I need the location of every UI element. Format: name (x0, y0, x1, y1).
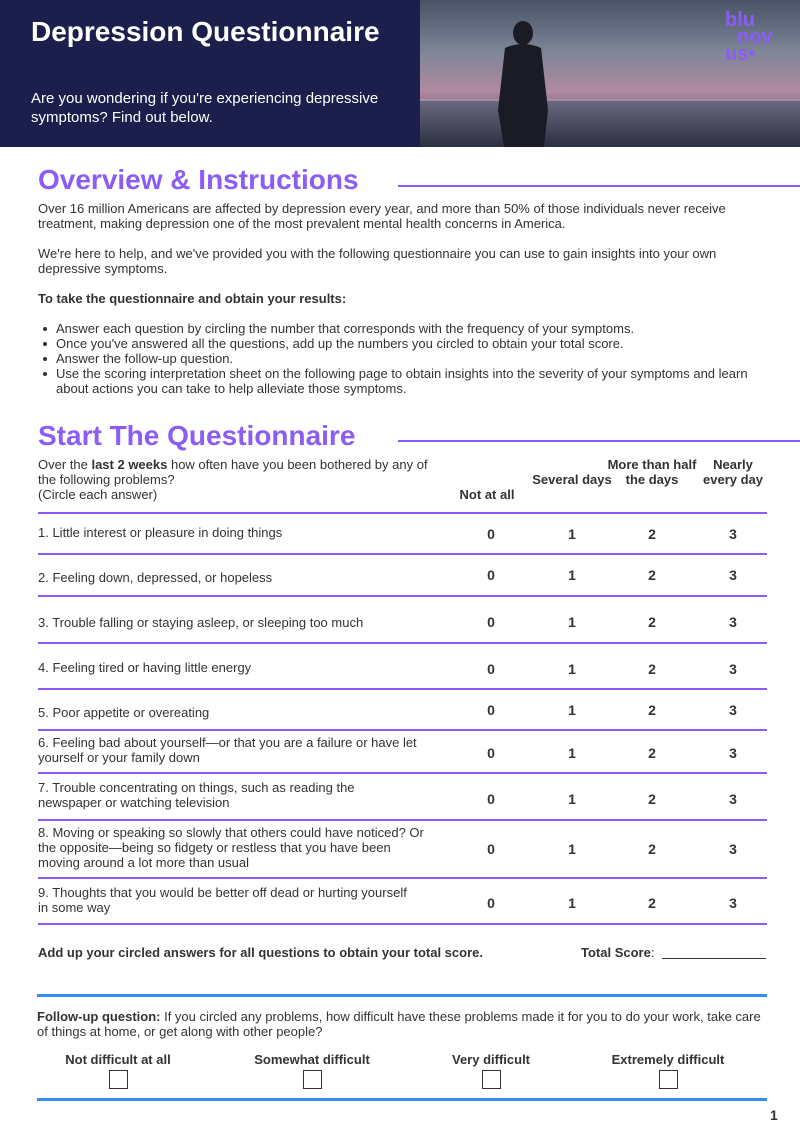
score-option-0[interactable]: 0 (487, 841, 495, 857)
question-text: 4. Feeling tired or having little energy (38, 660, 252, 675)
score-option-1[interactable]: 1 (568, 745, 576, 761)
overview-paragraph-1: Over 16 million Americans are affected by depression every year, and more than 50% of those individuals never receive treatment, making depression one of the most prevalent mental health concerns in America. (38, 201, 726, 231)
score-option-3[interactable]: 3 (729, 841, 737, 857)
table-rule (38, 877, 767, 879)
score-option-2[interactable]: 2 (648, 702, 656, 718)
page-title: Depression Questionnaire (31, 16, 380, 47)
checkbox-not-difficult[interactable] (109, 1070, 128, 1089)
score-option-0[interactable]: 0 (487, 526, 495, 542)
score-option-3[interactable]: 3 (729, 745, 737, 761)
list-item: Once you've answered all the questions, add up the numbers you circled to obtain your total score. (38, 336, 758, 351)
score-option-0[interactable]: 0 (487, 567, 495, 583)
score-option-1[interactable]: 1 (568, 702, 576, 718)
overview-heading: Overview & Instructions (38, 164, 359, 195)
score-option-2[interactable]: 2 (648, 661, 656, 677)
logo-line-2: nov (737, 26, 773, 48)
question-text: 2. Feeling down, depressed, or hopeless (38, 570, 273, 585)
score-option-0[interactable]: 0 (487, 745, 495, 761)
score-option-0[interactable]: 0 (487, 661, 495, 677)
followup-question (37, 1009, 767, 1039)
questionnaire-intro (38, 457, 428, 502)
overview-heading-rule (398, 185, 800, 187)
instructions-heading: To take the questionnaire and obtain your results: (38, 291, 347, 306)
total-score-field[interactable] (662, 958, 766, 959)
list-item: Answer each question by circling the number that corresponds with the frequency of your symptoms. (38, 321, 758, 336)
column-header-not-at-all: Not at all (459, 487, 515, 502)
column-header-more-than-half: More than half the days (607, 457, 697, 487)
table-rule (38, 595, 767, 597)
question-text: 1. Little interest or pleasure in doing things (38, 525, 283, 540)
followup-text: If you circled any problems, how difficult have these problems made it for you to do your work, take care of things at home, or get along with other people? (37, 1009, 761, 1039)
score-option-1[interactable]: 1 (568, 614, 576, 630)
questionnaire-heading: Start The Questionnaire (38, 420, 356, 451)
score-option-2[interactable]: 2 (648, 526, 656, 542)
question-text: 7. Trouble concentrating on things, such as reading the newspaper or watching television (38, 780, 355, 810)
checkbox-somewhat-difficult[interactable] (303, 1070, 322, 1089)
score-option-3[interactable]: 3 (729, 702, 737, 718)
checkbox-very-difficult[interactable] (482, 1070, 501, 1089)
score-option-2[interactable]: 2 (648, 614, 656, 630)
list-item: Answer the follow-up question. (38, 351, 758, 366)
score-option-0[interactable]: 0 (487, 702, 495, 718)
table-rule (38, 923, 767, 925)
logo-line-3 (725, 43, 785, 65)
score-option-3[interactable]: 3 (729, 567, 737, 583)
question-text: 5. Poor appetite or overeating (38, 705, 210, 720)
question-text: 6. Feeling bad about yourself—or that you are a failure or have let yourself or your family down (38, 735, 417, 765)
score-option-1[interactable]: 1 (568, 895, 576, 911)
page-header (0, 0, 800, 147)
question-text: 3. Trouble falling or staying asleep, or sleeping too much (38, 615, 364, 630)
questionnaire-heading-wrap (38, 418, 355, 452)
table-rule (38, 688, 767, 690)
total-score-label-wrap (581, 945, 654, 960)
score-option-2[interactable]: 2 (648, 791, 656, 807)
column-header-several-days: Several days (532, 472, 612, 487)
option-label-not-difficult: Not difficult at all (65, 1052, 171, 1067)
intro-note: (Circle each answer) (38, 487, 158, 502)
header-panel (0, 0, 420, 147)
table-rule (38, 772, 767, 774)
total-score-label: Total Score (581, 945, 651, 960)
overview-heading-wrap (38, 162, 359, 196)
score-option-2[interactable]: 2 (648, 841, 656, 857)
total-instruction: Add up your circled answers for all questions to obtain your total score. (38, 945, 483, 960)
score-option-1[interactable]: 1 (568, 526, 576, 542)
score-option-0[interactable]: 0 (487, 895, 495, 911)
score-option-1[interactable]: 1 (568, 567, 576, 583)
question-text: 8. Moving or speaking so slowly that others could have noticed? Or the opposite—being so fidgety or restless that you have been moving around a lot more than usual (38, 825, 424, 870)
score-option-3[interactable]: 3 (729, 614, 737, 630)
score-option-0[interactable]: 0 (487, 614, 495, 630)
logo-line-1: blu (725, 9, 755, 31)
followup-label: Follow-up question: (37, 1009, 161, 1024)
intro-text-bold: last 2 weeks (91, 457, 168, 472)
logo-dot: • (748, 43, 756, 65)
score-option-3[interactable]: 3 (729, 661, 737, 677)
option-label-very-difficult: Very difficult (451, 1052, 531, 1067)
total-score-colon: : (650, 945, 655, 960)
table-rule (38, 819, 767, 821)
instructions-list (38, 321, 758, 396)
option-label-somewhat-difficult: Somewhat difficult (254, 1052, 370, 1067)
question-text: 9. Thoughts that you would be better off dead or hurting yourself in some way (38, 885, 407, 915)
score-option-3[interactable]: 3 (729, 791, 737, 807)
brand-logo (725, 9, 785, 68)
table-rule (38, 553, 767, 555)
table-rule (38, 642, 767, 644)
overview-paragraph-2: We're here to help, and we've provided you with the following questionnaire you can use to gain insights into your own depressive symptoms. (38, 246, 717, 276)
intro-text-post: how often have you been bothered by any of the following problems? (38, 457, 428, 487)
followup-bottom-rule (37, 1098, 767, 1101)
page-number: 1 (770, 1107, 778, 1123)
list-item: Use the scoring interpretation sheet on the following page to obtain insights into the severity of your symptoms and learn about actions you can take to help alleviate those symptoms. (38, 366, 758, 396)
score-option-2[interactable]: 2 (648, 895, 656, 911)
score-option-1[interactable]: 1 (568, 791, 576, 807)
checkbox-extremely-difficult[interactable] (659, 1070, 678, 1089)
page-subtitle: Are you wondering if you're experiencing depressive symptoms? Find out below. (31, 90, 379, 126)
table-rule (38, 512, 767, 514)
score-option-1[interactable]: 1 (568, 841, 576, 857)
score-option-2[interactable]: 2 (648, 745, 656, 761)
intro-text-pre: Over the (38, 457, 92, 472)
column-header-nearly-every-day: Nearly every day (703, 457, 763, 487)
score-option-2[interactable]: 2 (648, 567, 656, 583)
option-label-extremely-difficult: Extremely difficult (611, 1052, 725, 1067)
logo-line-3-text: us (725, 43, 749, 65)
score-option-0[interactable]: 0 (487, 791, 495, 807)
followup-top-rule (37, 994, 767, 997)
score-option-1[interactable]: 1 (568, 661, 576, 677)
score-option-3[interactable]: 3 (729, 526, 737, 542)
questionnaire-heading-rule (398, 440, 800, 442)
score-option-3[interactable]: 3 (729, 895, 737, 911)
table-rule (38, 729, 767, 731)
